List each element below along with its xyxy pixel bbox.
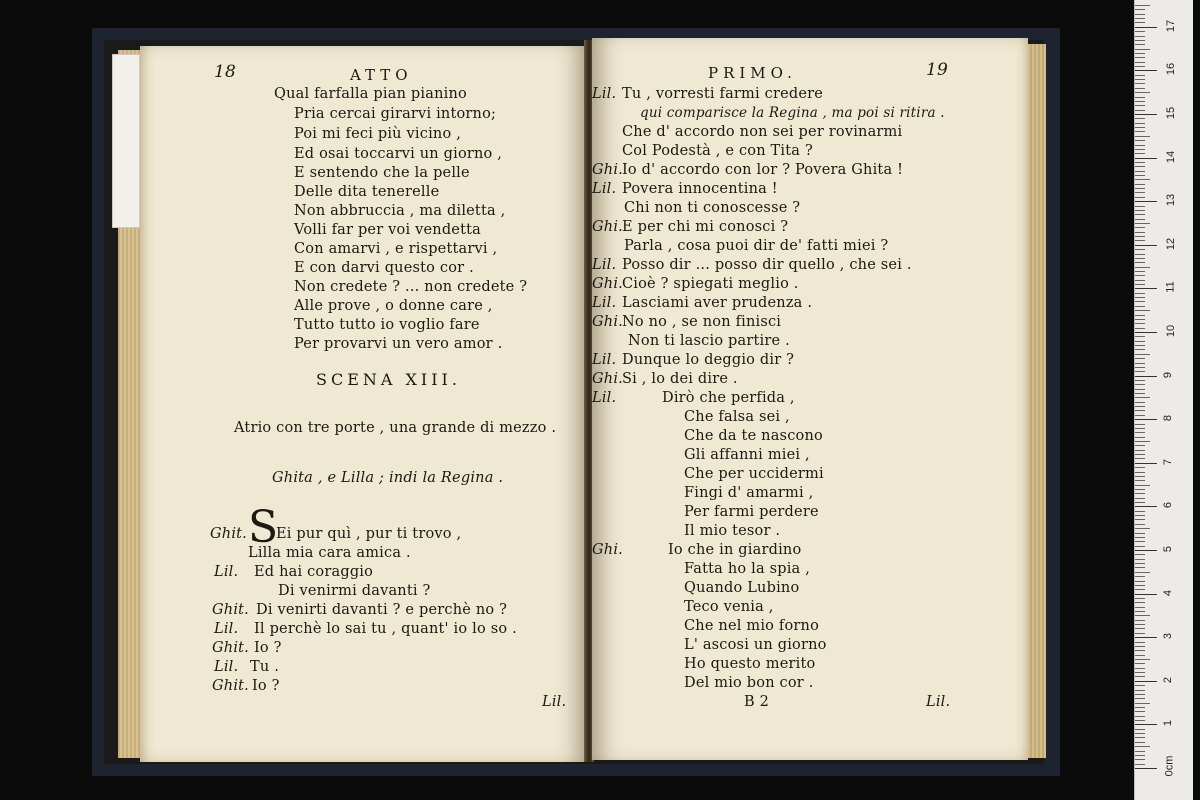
- ruler-tick: [1135, 733, 1145, 734]
- ruler-tick: [1135, 5, 1150, 6]
- ruler-tick: [1135, 262, 1145, 263]
- ruler-tick: [1135, 171, 1145, 172]
- ruler-tick: [1135, 232, 1145, 233]
- dialogue-line: Ed hai coraggio: [254, 564, 374, 580]
- ruler-tick: [1135, 92, 1150, 93]
- ruler-tick: [1135, 472, 1145, 473]
- ruler-tick: [1135, 88, 1145, 89]
- ruler-tick: [1135, 737, 1145, 738]
- ruler-tick: [1135, 149, 1145, 150]
- ruler-tick: [1135, 258, 1145, 259]
- ruler-tick: [1135, 192, 1145, 193]
- ruler-tick: [1135, 271, 1145, 272]
- ruler-tick: [1135, 589, 1145, 590]
- ruler-tick: [1135, 746, 1150, 747]
- ruler-tick: [1135, 441, 1150, 442]
- ruler-tick: [1135, 376, 1157, 377]
- dialogue-line: Gli affanni miei ,: [684, 447, 810, 463]
- ruler-tick: [1135, 280, 1145, 281]
- ruler-tick: [1135, 18, 1145, 19]
- speaker-label: Lil.: [592, 257, 617, 273]
- ruler-tick: [1135, 663, 1145, 664]
- dialogue-line: Dunque lo deggio dir ?: [622, 352, 795, 368]
- verse-line: Alle prove , o donne care ,: [294, 298, 493, 314]
- ruler-tick: [1135, 676, 1145, 677]
- ruler-tick: [1135, 371, 1145, 372]
- verse-line: Con amarvi , e rispettarvi ,: [294, 241, 498, 257]
- ruler-tick: [1135, 546, 1145, 547]
- ruler-tick: [1135, 602, 1145, 603]
- ruler-tick: [1135, 214, 1145, 215]
- signature-mark: B 2: [744, 694, 770, 710]
- ruler-tick: [1135, 136, 1150, 137]
- verse-line: Pria cercai girarvi intorno;: [294, 106, 497, 122]
- speaker-label: Lil.: [592, 390, 617, 406]
- ruler-tick: [1135, 201, 1157, 202]
- ruler-number: 15: [1165, 106, 1178, 120]
- ruler-number: 9: [1162, 371, 1175, 378]
- ruler-tick: [1135, 450, 1145, 451]
- ruler-tick: [1135, 363, 1145, 364]
- ruler-tick: [1135, 336, 1145, 337]
- ruler-tick: [1135, 720, 1145, 721]
- speaker-label: Ghi.: [592, 219, 623, 235]
- dialogue-line: Lilla mia cara amica .: [248, 545, 411, 561]
- dialogue-line: Tu , vorresti farmi credere: [622, 86, 824, 102]
- scene-setting: Atrio con tre porte , una grande di mezzo .: [234, 420, 557, 436]
- right-page: [592, 38, 1028, 760]
- ruler-tick: [1135, 650, 1145, 651]
- ruler-tick: [1135, 646, 1145, 647]
- ruler-tick: [1135, 498, 1145, 499]
- ruler-tick: [1135, 44, 1145, 45]
- dialogue-line: Quando Lubino: [684, 580, 800, 596]
- dialogue-line: Fingi d' amarmi ,: [684, 485, 814, 501]
- ruler-tick: [1135, 393, 1145, 394]
- ruler-tick: [1135, 162, 1145, 163]
- ruler-number: 3: [1162, 633, 1175, 640]
- ruler-tick: [1135, 367, 1145, 368]
- dialogue-line: Parla , cosa puoi dir de' fatti miei ?: [624, 238, 889, 254]
- dialogue-line: Posso dir ... posso dir quello , che sei .: [622, 257, 912, 273]
- ruler-tick: [1135, 184, 1145, 185]
- ruler-tick: [1135, 127, 1145, 128]
- ruler-unit-label: 0cm: [1163, 755, 1176, 777]
- ruler-number: 13: [1165, 194, 1178, 207]
- dialogue-line: Si , lo dei dire .: [622, 371, 738, 387]
- ruler-tick: [1135, 537, 1145, 538]
- ruler-tick: [1135, 633, 1145, 634]
- ruler-tick: [1135, 611, 1145, 612]
- dialogue-line: Di venirmi davanti ?: [278, 583, 431, 599]
- ruler-tick: [1135, 57, 1145, 58]
- dialogue-line: Non ti lascio partire .: [628, 333, 790, 349]
- dialogue-line: Del mio bon cor .: [684, 675, 814, 691]
- ruler-tick: [1135, 463, 1157, 464]
- ruler-tick: [1135, 319, 1145, 320]
- ruler-tick: [1135, 519, 1145, 520]
- verse-line: Ed osai toccarvi un giorno ,: [294, 146, 503, 162]
- ruler-tick: [1135, 406, 1145, 407]
- ruler-tick: [1135, 332, 1157, 333]
- ruler-tick: [1135, 323, 1145, 324]
- dialogue-line: Io che in giardino: [668, 542, 802, 558]
- dialogue-line: E per chi mi conosci ?: [622, 219, 789, 235]
- ruler-tick: [1135, 764, 1145, 765]
- ruler-tick: [1135, 380, 1145, 381]
- ruler-tick: [1135, 694, 1145, 695]
- verse-line: Tutto tutto io voglio fare: [294, 317, 480, 333]
- ruler-tick: [1135, 288, 1157, 289]
- ruler-tick: [1135, 36, 1145, 37]
- ruler-tick: [1135, 511, 1145, 512]
- speaker-label: Lil.: [214, 621, 239, 637]
- ruler-tick: [1135, 306, 1145, 307]
- speaker-label: Lil.: [592, 181, 617, 197]
- ruler-tick: [1135, 53, 1145, 54]
- speaker-label: Ghi.: [592, 162, 623, 178]
- ruler-tick: [1135, 698, 1145, 699]
- ruler-tick: [1135, 83, 1145, 84]
- left-running-header: ATTO: [350, 66, 413, 84]
- ruler-tick: [1135, 358, 1145, 359]
- ruler-tick: [1135, 642, 1145, 643]
- ruler-tick: [1135, 563, 1145, 564]
- ruler-tick: [1135, 297, 1145, 298]
- dialogue-line: No no , se non finisci: [622, 314, 782, 330]
- speaker-label: Ghit.: [210, 526, 247, 542]
- ruler-tick: [1135, 267, 1150, 268]
- ruler-tick: [1135, 585, 1145, 586]
- ruler-tick: [1135, 768, 1157, 769]
- ruler-tick: [1135, 131, 1145, 132]
- ruler-tick: [1135, 729, 1145, 730]
- dialogue-line: Il perchè lo sai tu , quant' io lo so .: [254, 621, 517, 637]
- ruler-tick: [1135, 66, 1145, 67]
- ruler-tick: [1135, 751, 1145, 752]
- ruler-tick: [1135, 389, 1145, 390]
- ruler-tick: [1135, 179, 1150, 180]
- ruler-number: 5: [1162, 545, 1175, 553]
- ruler-tick: [1135, 572, 1150, 573]
- ruler-tick: [1135, 493, 1145, 494]
- measurement-ruler: [1134, 0, 1193, 800]
- ruler-tick: [1135, 528, 1150, 529]
- ruler-tick: [1135, 97, 1145, 98]
- ruler-tick: [1135, 240, 1145, 241]
- ruler-tick: [1135, 284, 1145, 285]
- ruler-tick: [1135, 153, 1145, 154]
- left-page-number: 18: [214, 62, 237, 82]
- ruler-tick: [1135, 716, 1145, 717]
- ruler-number: 11: [1164, 281, 1177, 294]
- ruler-number: 8: [1162, 415, 1175, 422]
- speaker-label: Lil.: [592, 352, 617, 368]
- dialogue-line: Ei pur quì , pur ti trovo ,: [276, 526, 462, 542]
- ruler-number: 4: [1162, 589, 1175, 596]
- right-page-number: 19: [926, 60, 949, 80]
- verse-line: Qual farfalla pian pianino: [274, 86, 467, 102]
- ruler-tick: [1135, 402, 1145, 403]
- ruler-tick: [1135, 79, 1145, 80]
- ruler-tick: [1135, 275, 1145, 276]
- ruler-tick: [1135, 9, 1145, 10]
- ruler-tick: [1135, 114, 1157, 115]
- speaker-label: Lil.: [592, 86, 617, 102]
- dialogue-line: Io ?: [252, 678, 280, 694]
- catchword: Lil.: [926, 694, 951, 710]
- ruler-tick: [1135, 707, 1145, 708]
- ruler-tick: [1135, 140, 1145, 141]
- ruler-tick: [1135, 22, 1145, 23]
- ruler-tick: [1135, 310, 1150, 311]
- ruler-tick: [1135, 624, 1145, 625]
- ruler-tick: [1135, 607, 1145, 608]
- ruler-tick: [1135, 567, 1145, 568]
- speaker-label: Ghi.: [592, 276, 623, 292]
- ruler-tick: [1135, 742, 1145, 743]
- ruler-tick: [1135, 349, 1145, 350]
- ruler-number: 7: [1162, 458, 1175, 465]
- verse-line: Delle dita tenerelle: [294, 184, 440, 200]
- dialogue-line: Chi non ti conoscesse ?: [624, 200, 801, 216]
- ruler-tick: [1135, 315, 1145, 316]
- ruler-tick: [1135, 485, 1150, 486]
- ruler-tick: [1135, 105, 1145, 106]
- dialogue-line: Teco venia ,: [684, 599, 774, 615]
- ruler-tick: [1135, 454, 1145, 455]
- ruler-tick: [1135, 293, 1145, 294]
- ruler-tick: [1135, 755, 1145, 756]
- ruler-tick: [1135, 506, 1157, 507]
- ruler-number: 6: [1162, 502, 1175, 509]
- dialogue-line: Che da te nascono: [684, 428, 823, 444]
- ruler-tick: [1135, 628, 1145, 629]
- ruler-number: 1: [1162, 720, 1175, 727]
- dialogue-line: Il mio tesor .: [684, 523, 781, 539]
- verse-line: Volli far per voi vendetta: [294, 222, 481, 238]
- ruler-tick: [1135, 581, 1145, 582]
- speaker-label: Ghit.: [212, 602, 249, 618]
- dialogue-line: Di venirti davanti ? e perchè no ?: [256, 602, 508, 618]
- ruler-tick: [1135, 759, 1145, 760]
- ruler-tick: [1135, 437, 1145, 438]
- ruler-tick: [1135, 533, 1145, 534]
- right-running-header: PRIMO.: [708, 64, 797, 82]
- ruler-tick: [1135, 158, 1157, 159]
- paper-tab: [112, 54, 140, 228]
- dialogue-line: Cioè ? spiegati meglio .: [622, 276, 799, 292]
- stage-direction: qui comparisce la Regina , ma poi si ritira .: [640, 105, 945, 121]
- ruler-tick: [1135, 254, 1145, 255]
- ruler-tick: [1135, 219, 1145, 220]
- ruler-number: 17: [1165, 19, 1178, 32]
- dialogue-line: Per farmi perdere: [684, 504, 819, 520]
- ruler-tick: [1135, 576, 1145, 577]
- ruler-tick: [1135, 223, 1150, 224]
- ruler-tick: [1135, 345, 1145, 346]
- ruler-tick: [1135, 301, 1145, 302]
- ruler-tick: [1135, 724, 1157, 725]
- ruler-tick: [1135, 166, 1145, 167]
- ruler-tick: [1135, 118, 1145, 119]
- speaker-label: Ghit.: [212, 678, 249, 694]
- speaker-label: Lil.: [592, 295, 617, 311]
- ruler-tick: [1135, 672, 1145, 673]
- ruler-tick: [1135, 432, 1145, 433]
- dialogue-line: Col Podestà , e con Tita ?: [622, 143, 813, 159]
- dialogue-line: Fatta ho la spia ,: [684, 561, 811, 577]
- ruler-tick: [1135, 458, 1145, 459]
- verse-line: E sentendo che la pelle: [294, 165, 470, 181]
- speaker-label: Ghi.: [592, 314, 623, 330]
- ruler-tick: [1135, 145, 1145, 146]
- dialogue-line: Io d' accordo con lor ? Povera Ghita !: [622, 162, 904, 178]
- ruler-tick: [1135, 101, 1145, 102]
- dialogue-line: Che nel mio forno: [684, 618, 820, 634]
- dialogue-line: Io ?: [254, 640, 282, 656]
- ruler-tick: [1135, 445, 1145, 446]
- scene-characters: Ghita , e Lilla ; indi la Regina .: [272, 470, 504, 486]
- verse-line: Poi mi feci più vicino ,: [294, 126, 461, 142]
- ruler-tick: [1135, 524, 1145, 525]
- dialogue-line: L' ascosi un giorno: [684, 637, 827, 653]
- ruler-tick: [1135, 480, 1145, 481]
- ruler-tick: [1135, 668, 1145, 669]
- ruler-tick: [1135, 428, 1145, 429]
- dialogue-line: Che per uccidermi: [684, 466, 824, 482]
- ruler-tick: [1135, 703, 1150, 704]
- verse-line: Non abbruccia , ma diletta ,: [294, 203, 506, 219]
- ruler-tick: [1135, 559, 1145, 560]
- speaker-label: Lil.: [214, 659, 239, 675]
- ruler-tick: [1135, 489, 1145, 490]
- speaker-label: Ghi.: [592, 371, 623, 387]
- ruler-tick: [1135, 197, 1145, 198]
- ruler-tick: [1135, 70, 1157, 71]
- ruler-tick: [1135, 188, 1145, 189]
- ruler-tick: [1135, 711, 1145, 712]
- ruler-tick: [1135, 27, 1157, 28]
- ruler-tick: [1135, 598, 1145, 599]
- dialogue-line: Povera innocentina !: [622, 181, 778, 197]
- scene-title: SCENA XIII.: [316, 370, 461, 389]
- speaker-label: Lil.: [214, 564, 239, 580]
- ruler-tick: [1135, 659, 1150, 660]
- ruler-tick: [1135, 384, 1145, 385]
- ruler-tick: [1135, 515, 1145, 516]
- speaker-label: Ghit.: [212, 640, 249, 656]
- verse-line: Per provarvi un vero amor .: [294, 336, 503, 352]
- ruler-tick: [1135, 681, 1157, 682]
- ruler-tick: [1135, 123, 1145, 124]
- ruler-tick: [1135, 206, 1145, 207]
- ruler-tick: [1135, 415, 1145, 416]
- ruler-tick: [1135, 354, 1150, 355]
- ruler-tick: [1135, 397, 1150, 398]
- ruler-tick: [1135, 690, 1145, 691]
- ruler-number: 12: [1165, 237, 1178, 250]
- ruler-number: 10: [1165, 324, 1178, 338]
- ruler-tick: [1135, 227, 1145, 228]
- ruler-tick: [1135, 49, 1150, 50]
- decorative-initial: S: [248, 502, 279, 553]
- dialogue-line: Che falsa sei ,: [684, 409, 790, 425]
- ruler-tick: [1135, 615, 1150, 616]
- ruler-tick: [1135, 637, 1157, 638]
- verse-line: E con darvi questo cor .: [294, 260, 474, 276]
- ruler-tick: [1135, 236, 1145, 237]
- ruler-tick: [1135, 655, 1145, 656]
- ruler-number: 14: [1165, 150, 1178, 163]
- ruler-number: 2: [1162, 676, 1175, 683]
- ruler-tick: [1135, 31, 1145, 32]
- dialogue-line: Tu .: [250, 659, 280, 675]
- verse-line: Non credete ? ... non credete ?: [294, 279, 528, 295]
- ruler-tick: [1135, 550, 1157, 551]
- dialogue-line: Lasciami aver prudenza .: [622, 295, 813, 311]
- ruler-tick: [1135, 424, 1145, 425]
- ruler-tick: [1135, 249, 1145, 250]
- ruler-tick: [1135, 175, 1145, 176]
- dialogue-line: Che d' accordo non sei per rovinarmi: [622, 124, 903, 140]
- ruler-tick: [1135, 554, 1145, 555]
- dialogue-line: Ho questo merito: [684, 656, 816, 672]
- ruler-tick: [1135, 502, 1145, 503]
- ruler-tick: [1135, 110, 1145, 111]
- catchword: Lil.: [542, 694, 567, 710]
- ruler-tick: [1135, 210, 1145, 211]
- ruler-tick: [1135, 40, 1145, 41]
- ruler-tick: [1135, 14, 1145, 15]
- ruler-tick: [1135, 328, 1145, 329]
- page-edges-right: [1028, 44, 1046, 758]
- ruler-tick: [1135, 685, 1145, 686]
- dialogue-line: Dirò che perfida ,: [662, 390, 795, 406]
- ruler-tick: [1135, 341, 1145, 342]
- ruler-tick: [1135, 62, 1145, 63]
- ruler-tick: [1135, 620, 1145, 621]
- ruler-number: 16: [1165, 63, 1178, 76]
- left-page: [140, 46, 586, 762]
- ruler-tick: [1135, 476, 1145, 477]
- speaker-label: Ghi.: [592, 542, 623, 558]
- ruler-tick: [1135, 419, 1157, 420]
- ruler-tick: [1135, 541, 1145, 542]
- ruler-tick: [1135, 75, 1145, 76]
- ruler-tick: [1135, 594, 1157, 595]
- ruler-tick: [1135, 410, 1145, 411]
- ruler-tick: [1135, 467, 1145, 468]
- ruler-tick: [1135, 245, 1157, 246]
